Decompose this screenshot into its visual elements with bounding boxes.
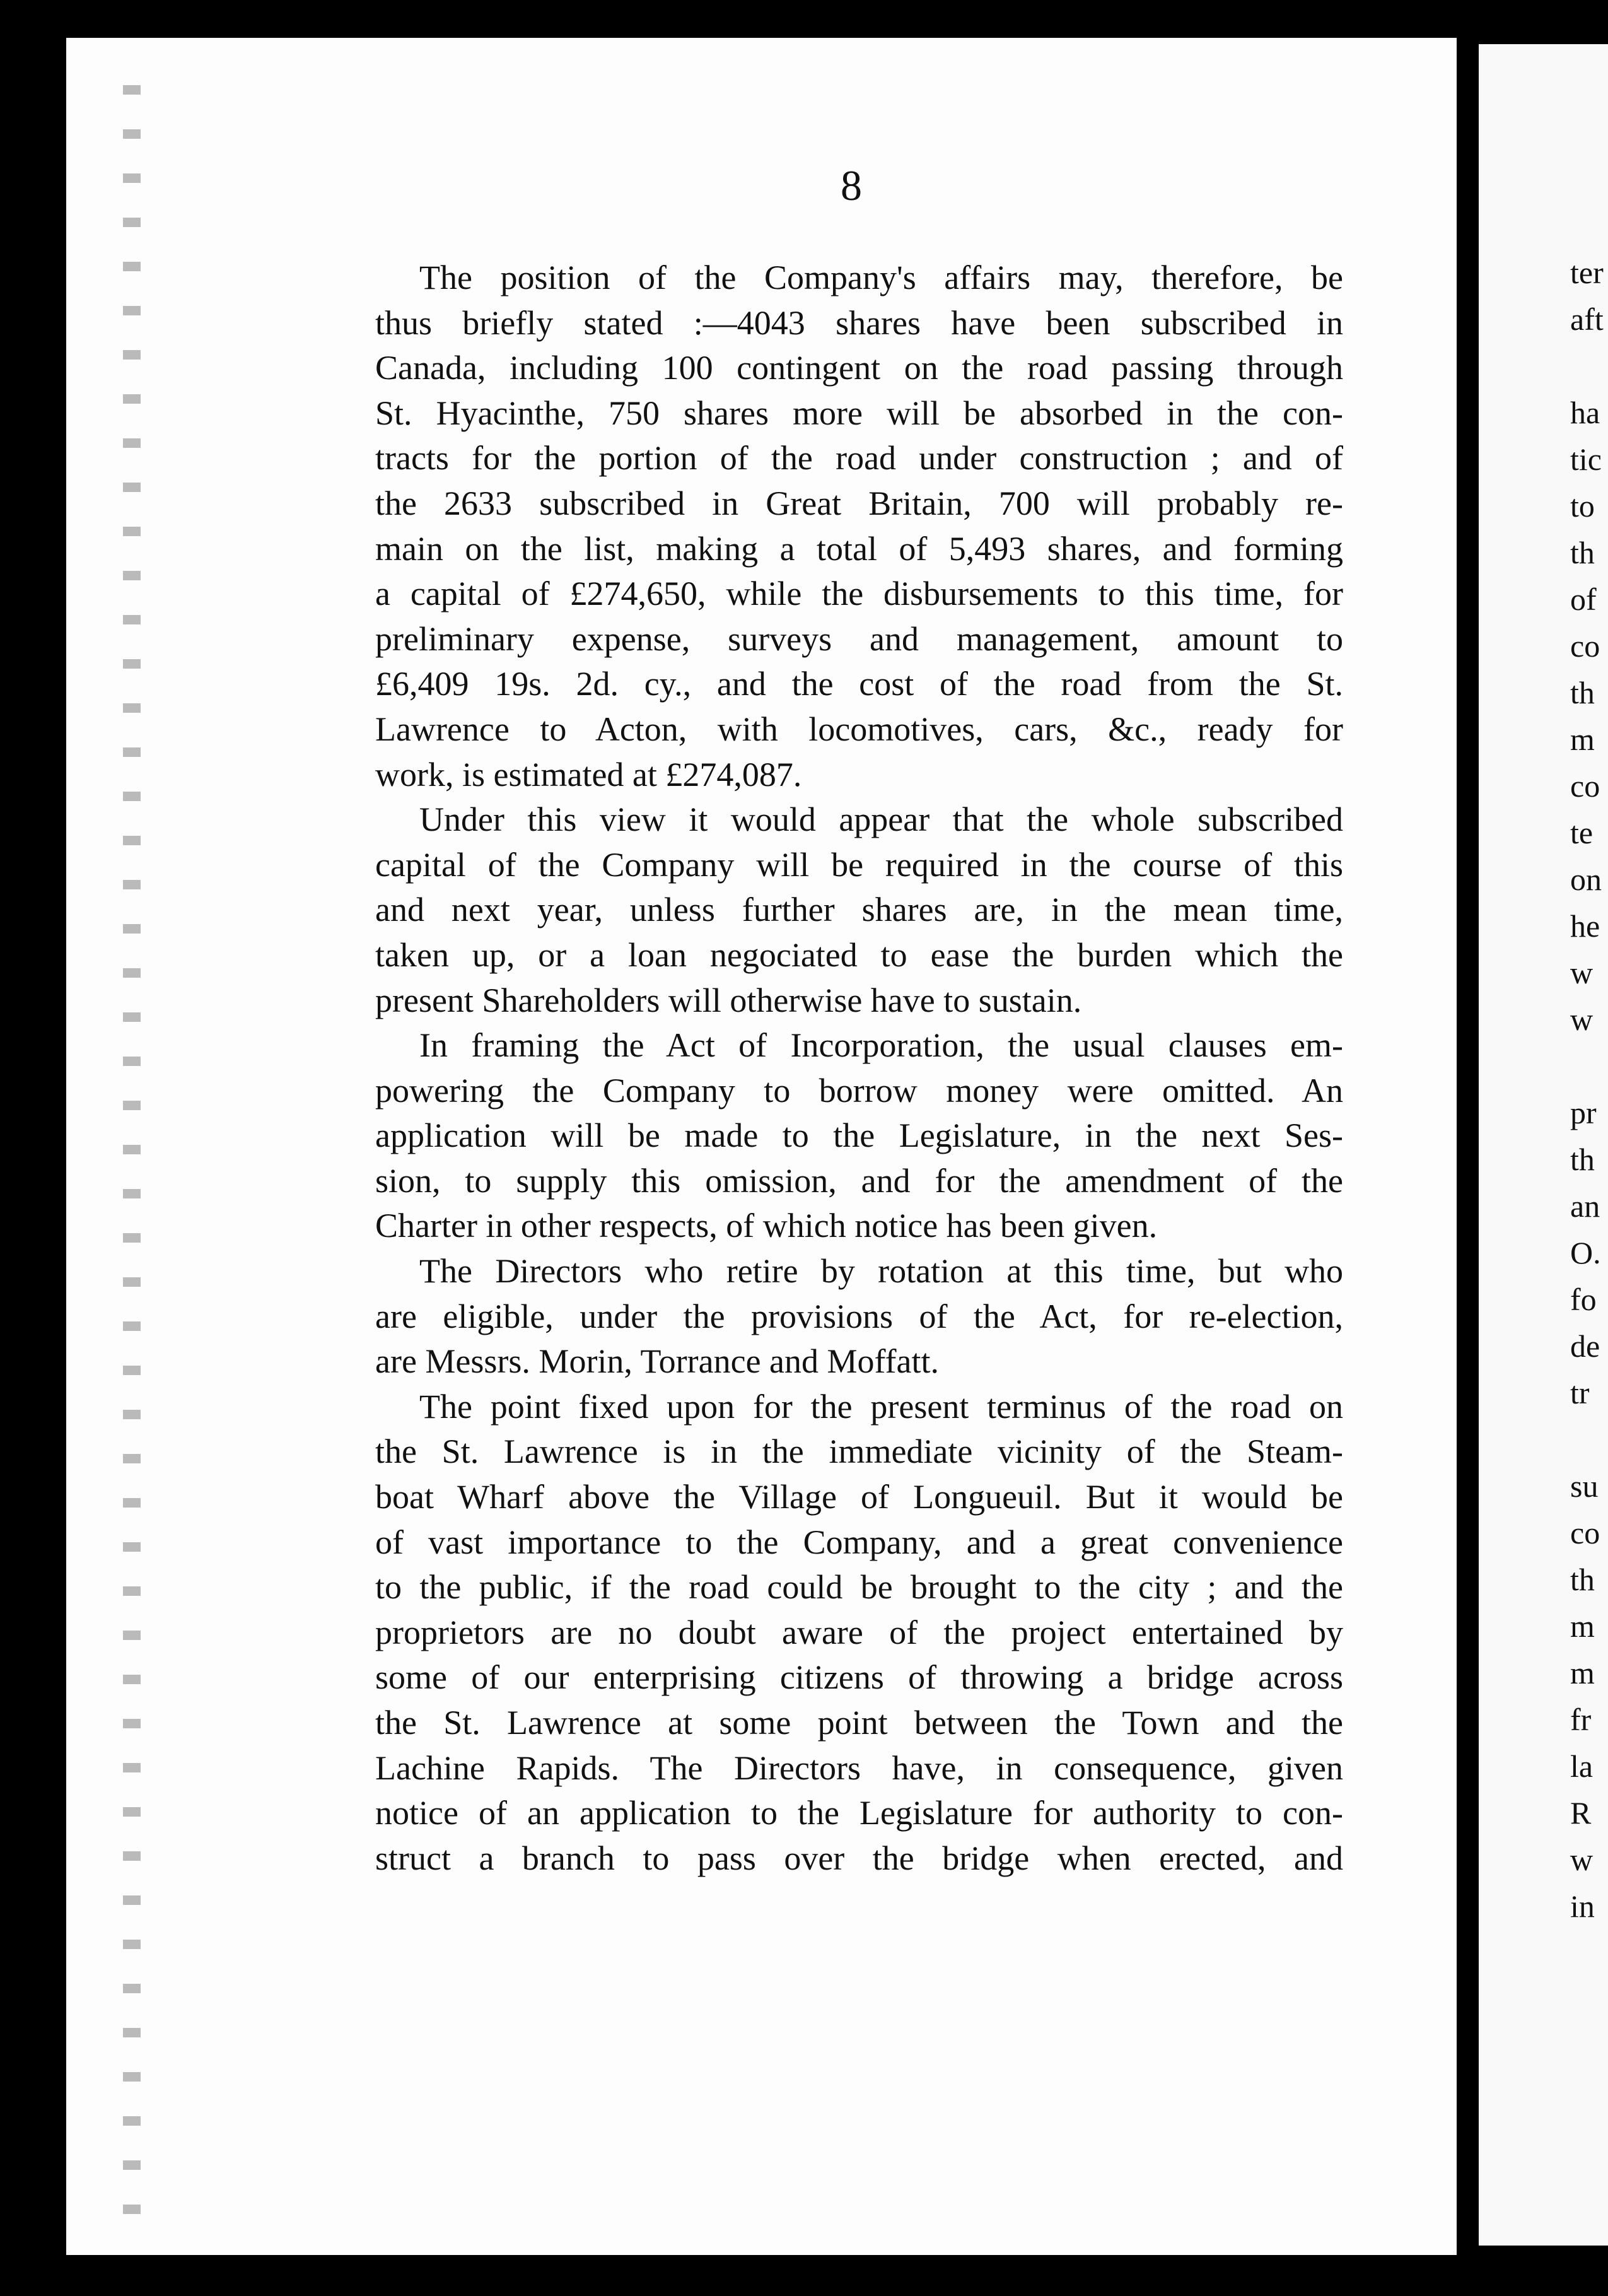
facing-text-fragment: co — [1570, 768, 1600, 804]
facing-text-fragment: de — [1570, 1328, 1600, 1364]
text-line: of vast importance to the Company, and a great convenience — [375, 1523, 1343, 1561]
facing-text-fragment: th — [1570, 535, 1595, 570]
facing-text-fragment: tr — [1570, 1375, 1590, 1410]
text-line: powering the Company to borrow money were omitted. An — [375, 1071, 1343, 1110]
facing-text-fragment — [1570, 343, 1608, 389]
facing-text-fragment: w — [1570, 1842, 1593, 1877]
facing-text-fragment: pr — [1570, 1095, 1597, 1130]
facing-text-fragment: th — [1570, 1142, 1595, 1177]
text-line: boat Wharf above the Village of Longueuil. But it would be — [375, 1478, 1343, 1516]
paragraph-4 — [375, 1249, 1343, 1385]
facing-text-fragment: co — [1570, 628, 1600, 664]
facing-text-fragment — [1570, 1043, 1608, 1089]
text-line: Under this view it would appear that the whole subscribed — [419, 800, 1343, 839]
facing-text-fragment: fr — [1570, 1702, 1592, 1737]
facing-text-fragment: w — [1570, 955, 1593, 990]
text-line: work, is estimated at £274,087. — [375, 755, 802, 794]
page-divider — [1462, 0, 1476, 2296]
text-line: are Messrs. Morin, Torrance and Moffatt. — [375, 1342, 939, 1381]
facing-text-fragment: ha — [1570, 395, 1600, 430]
text-line: tracts for the portion of the road under construction ; and of — [375, 439, 1343, 477]
paragraph-5 — [375, 1385, 1343, 1882]
facing-text-fragment: m — [1570, 1655, 1595, 1690]
facing-text-fragment: la — [1570, 1748, 1593, 1784]
text-line: the 2633 subscribed in Great Britain, 700 will probably re- — [375, 484, 1343, 522]
text-line: sion, to supply this omission, and for the amendment of the — [375, 1161, 1343, 1200]
text-line: are eligible, under the provisions of the Act, for re-election, — [375, 1297, 1343, 1335]
text-line: The position of the Company's affairs may, therefore, be — [419, 259, 1343, 296]
text-line: the St. Lawrence is in the immediate vicinity of the Steam- — [375, 1432, 1343, 1471]
text-line: Charter in other respects, of which notice has been given. — [375, 1207, 1158, 1245]
binding-gutter — [123, 50, 141, 2233]
text-line: application will be made to the Legislature, in the next Ses- — [375, 1116, 1343, 1155]
facing-text-fragment: th — [1570, 1562, 1595, 1597]
facing-text-fragment: fo — [1570, 1282, 1597, 1317]
facing-text-fragment: aft — [1570, 302, 1604, 337]
body-text — [375, 255, 1343, 1881]
text-line: a capital of £274,650, while the disbursements to this time, for — [375, 575, 1343, 613]
text-line: thus briefly stated :—4043 shares have been subscribed in — [375, 303, 1343, 342]
text-line: struct a branch to pass over the bridge when erected, and — [375, 1839, 1343, 1877]
text-line: preliminary expense, surveys and management, amount to — [375, 619, 1343, 658]
facing-text-fragment: co — [1570, 1515, 1600, 1550]
text-line: The Directors who retire by rotation at this time, but who — [419, 1252, 1343, 1291]
facing-text-fragment: su — [1570, 1468, 1599, 1504]
facing-text-fragment: R — [1570, 1795, 1592, 1830]
paragraph-2 — [375, 797, 1343, 1023]
text-line: main on the list, making a total of 5,493 shares, and forming — [375, 529, 1343, 568]
facing-text-fragment: he — [1570, 908, 1600, 944]
text-line: and next year, unless further shares are, in the mean time, — [375, 891, 1343, 929]
facing-text-fragment: m — [1570, 1608, 1595, 1644]
text-line: proprietors are no doubt aware of the project entertained by — [375, 1613, 1343, 1651]
text-line: In framing the Act of Incorporation, the usual clauses em- — [419, 1026, 1343, 1065]
facing-text-fragment: O. — [1570, 1235, 1601, 1270]
text-line: The point fixed upon for the present terminus of the road on — [419, 1387, 1343, 1426]
text-line: Canada, including 100 contingent on the road passing through — [375, 349, 1343, 387]
text-line: notice of an application to the Legislature for authority to con- — [375, 1794, 1343, 1832]
facing-text-fragment — [1570, 1416, 1608, 1463]
text-line: the St. Lawrence at some point between the Town and the — [375, 1704, 1343, 1742]
facing-text-fragment: te — [1570, 815, 1593, 850]
facing-page-fragments — [1570, 249, 1608, 1930]
paragraph-3 — [375, 1023, 1343, 1249]
text-line: taken up, or a loan negociated to ease the burden which the — [375, 935, 1343, 974]
page-number: 8 — [841, 161, 862, 209]
facing-text-fragment: tic — [1570, 442, 1602, 477]
paragraph-1 — [375, 255, 1343, 797]
text-line: Lachine Rapids. The Directors have, in consequence, given — [375, 1748, 1343, 1787]
facing-text-fragment: on — [1570, 862, 1602, 897]
text-line: capital of the Company will be required in the course of this — [375, 845, 1343, 884]
facing-text-fragment: an — [1570, 1188, 1600, 1224]
facing-text-fragment: of — [1570, 582, 1597, 617]
facing-text-fragment: ter — [1570, 255, 1604, 290]
facing-text-fragment: to — [1570, 488, 1595, 524]
facing-text-fragment: th — [1570, 675, 1595, 710]
text-line: present Shareholders will otherwise have to sustain. — [375, 981, 1082, 1019]
facing-text-fragment: w — [1570, 1002, 1593, 1037]
facing-text-fragment: in — [1570, 1889, 1595, 1924]
text-line: £6,409 19s. 2d. cy., and the cost of the road from the St. — [375, 665, 1343, 703]
facing-text-fragment: m — [1570, 722, 1595, 757]
text-line: Lawrence to Acton, with locomotives, cars, &c., ready for — [375, 710, 1343, 748]
text-line: to the public, if the road could be brought to the city ; and the — [375, 1568, 1343, 1607]
text-line: some of our enterprising citizens of throwing a bridge across — [375, 1658, 1343, 1697]
text-line: St. Hyacinthe, 750 shares more will be absorbed in the con- — [375, 394, 1343, 432]
